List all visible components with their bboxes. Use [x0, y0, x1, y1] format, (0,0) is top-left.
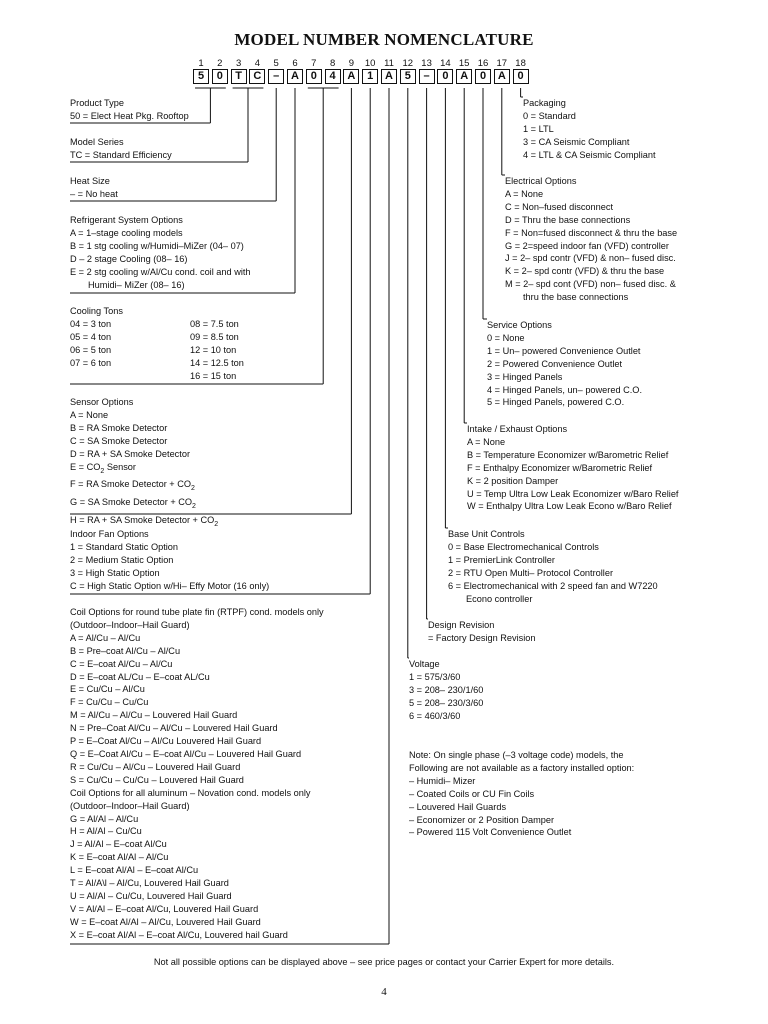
electrical-line: A = None	[505, 188, 544, 199]
cooling-ton-item: 09 = 8.5 ton	[190, 331, 239, 342]
electrical-line: thru the base connections	[523, 292, 629, 303]
base-controls-line: Econo controller	[466, 593, 533, 604]
design-revision-heading: Design Revision	[428, 620, 495, 630]
position-number: 11	[384, 58, 394, 69]
position-number: 15	[458, 58, 470, 69]
note-line: Following are not available as a factory installed option:	[409, 762, 635, 773]
note-line: – Economizer or 2 Position Damper	[409, 814, 555, 825]
design-revision-block	[428, 619, 536, 645]
service-line: 1 = Un– powered Convenience Outlet	[487, 345, 641, 356]
position-number: 16	[477, 58, 489, 69]
electrical-line: C = Non–fused disconnect	[505, 201, 614, 212]
base-controls-block	[448, 528, 658, 605]
note-line: – Louvered Hail Guards	[409, 801, 507, 812]
position-number: 4	[254, 58, 261, 69]
model-char-box: –	[419, 69, 435, 84]
sensor-heading: Sensor Options	[70, 397, 134, 407]
sensor-line: G = SA Smoke Detector + $CO_2$	[70, 497, 196, 510]
coil-option-line: V = Al/Al – E–coat Al/Cu, Louvered Hail Guard	[70, 903, 259, 914]
coil-option-line: F = Cu/Cu – Cu/Cu	[70, 697, 149, 708]
sensor-line: $E = CO_2$ Sensor	[70, 461, 136, 475]
model-series-heading: Model Series	[70, 137, 124, 147]
coil-option-line: C = E–coat Al/Cu – Al/Cu	[70, 658, 173, 669]
coil-option-line: U = Al/Al – Cu/Cu, Louvered Hail Guard	[70, 890, 232, 901]
position-number: 12	[402, 58, 414, 69]
heat-size-line: – = No heat	[70, 188, 118, 199]
indoor-fan-line: 3 = High Static Option	[70, 567, 160, 578]
product-type-block	[70, 97, 189, 123]
indoor-fan-block	[70, 528, 269, 593]
position-number: 14	[440, 58, 451, 69]
service-line: 3 = Hinged Panels	[487, 371, 563, 382]
refrigerant-line: D – 2 stage Cooling (08– 16)	[70, 253, 188, 264]
cooling-ton-item: 07 = 6 ton	[70, 357, 112, 368]
note-line: – Humidi– Mizer	[409, 775, 476, 786]
position-number: 9	[348, 58, 355, 69]
voltage-line: 5 = 208– 230/3/60	[409, 697, 484, 708]
sensor-line: B = RA Smoke Detector	[70, 422, 168, 433]
coil-options-block	[70, 606, 324, 942]
base-controls-line: 6 = Electromechanical with 2 speed fan and W7220	[448, 580, 658, 591]
refrigerant-line: Humidi– MiZer (08– 16)	[88, 279, 185, 290]
voltage-line: 1 = 575/3/60	[409, 671, 461, 682]
electrical-heading: Electrical Options	[505, 176, 577, 186]
model-char-box: 0	[306, 69, 322, 84]
model-char-box: 0	[212, 69, 228, 84]
intake-exhaust-line: W = Enthalpy Ultra Low Leak Econo w/Baro Relief	[467, 501, 672, 512]
model-char-box: A	[287, 69, 303, 84]
note-line: – Powered 115 Volt Convenience Outlet	[409, 827, 572, 838]
packaging-line: 1 = LTL	[523, 123, 554, 134]
coil-option-line: P = E–Coat Al/Cu – Al/Cu Louvered Hail Guard	[70, 736, 262, 747]
model-char-box: T	[231, 69, 247, 84]
page-title: MODEL NUMBER NOMENCLATURE	[234, 30, 534, 49]
service-line: 0 = None	[487, 332, 525, 343]
service-line: 4 = Hinged Panels, un– powered C.O.	[487, 384, 643, 395]
coil-option-line: R = Cu/Cu – Al/Cu – Louvered Hail Guard	[70, 761, 241, 772]
cooling-ton-item: 06 = 5 ton	[70, 344, 112, 355]
model-char-box: 5	[193, 69, 209, 84]
model-char-box: A	[494, 69, 510, 84]
intake-exhaust-line: F = Enthalpy Economizer w/Barometric Relief	[467, 462, 653, 473]
coil-option-line: L = E–coat Al/Al – E–coat Al/Cu	[70, 865, 199, 876]
coil-option-line: X = E–coat Al/Al – E–coat Al/Cu, Louvered hail Guard	[70, 929, 288, 940]
electrical-line: M = 2– spd cont (VFD) non– fused disc. &	[505, 279, 676, 290]
electrical-block	[505, 175, 677, 304]
intake-exhaust-line: A = None	[467, 436, 506, 447]
intake-exhaust-line: U = Temp Ultra Low Leak Economizer w/Baro Relief	[467, 488, 679, 499]
electrical-line: F = Non=fused disconnect & thru the base	[505, 227, 678, 238]
heat-size-block	[70, 175, 118, 201]
cooling-ton-item: 12 = 10 ton	[190, 344, 237, 355]
coil-option-line: T = Al/A\l – Al/Cu, Louvered Hail Guard	[70, 878, 229, 889]
packaging-line: 3 = CA Seismic Compliant	[523, 136, 630, 147]
coil-option-line: N = Pre–Coat Al/Cu – Al/Cu – Louvered Hail Guard	[70, 723, 278, 734]
refrigerant-line: B = 1 stg cooling w/Humidi–MiZer (04– 07)	[70, 240, 244, 251]
coil-option-line: Coil Options for all aluminum – Novation cond. models only	[70, 787, 311, 798]
service-line: 2 = Powered Convenience Outlet	[487, 358, 623, 369]
refrigerant-block	[70, 214, 251, 291]
footer-note: Not all possible options can be displayed above – see price pages or contact your Carrier Expert for more details.	[153, 957, 615, 967]
model-char-box: 1	[362, 69, 378, 84]
position-number: 1	[198, 58, 204, 69]
position-number: 8	[329, 58, 336, 69]
cooling-ton-item: 16 = 15 ton	[190, 370, 237, 381]
model-series-line: TC = Standard Efficiency	[70, 149, 172, 160]
service-block	[487, 319, 642, 409]
packaging-block	[523, 97, 656, 162]
voltage-line: 6 = 460/3/60	[409, 710, 461, 721]
coil-option-line: D = E–coat AL/Cu – E–coat AL/Cu	[70, 671, 210, 682]
indoor-fan-line: 1 = Standard Static Option	[70, 541, 179, 552]
model-char-box: A	[381, 69, 397, 84]
coil-option-line: (Outdoor–Indoor–Hail Guard)	[70, 800, 190, 811]
model-char-box: A	[456, 69, 472, 84]
coil-option-line: H = Al/Al – Cu/Cu	[70, 826, 142, 837]
model-char-box: 0	[437, 69, 453, 84]
position-number: 7	[311, 58, 317, 69]
coil-option-line: (Outdoor–Indoor–Hail Guard)	[70, 619, 190, 630]
packaging-heading: Packaging	[523, 98, 566, 108]
refrigerant-line: A = 1–stage cooling models	[70, 227, 183, 238]
coil-option-line: E = Cu/Cu – Al/Cu	[70, 684, 145, 695]
service-line: 5 = Hinged Panels, powered C.O.	[487, 397, 625, 408]
sensor-block	[70, 396, 218, 531]
position-number: 3	[235, 58, 242, 69]
intake-exhaust-line: B = Temperature Economizer w/Barometric Relief	[467, 449, 669, 460]
cooling-tons-heading: Cooling Tons	[70, 306, 123, 316]
note-line: – Coated Coils or CU Fin Coils	[409, 788, 535, 799]
sensor-line: C = SA Smoke Detector	[70, 435, 168, 446]
position-number: 13	[421, 58, 432, 69]
model-char-box: 5	[400, 69, 416, 84]
model-char-box: C	[249, 69, 265, 84]
electrical-line: J = 2– spd contr (VFD) & non– fused disc.	[505, 253, 676, 264]
sensor-line: F = RA Smoke Detector + $CO_2$	[70, 479, 195, 493]
base-controls-line: 0 = Base Electromechanical Controls	[448, 541, 599, 552]
coil-option-line: A = Al/Cu – Al/Cu	[70, 632, 141, 643]
position-number: 10	[364, 58, 376, 69]
voltage-block	[409, 658, 483, 723]
coil-option-line: G = Al/Al – Al/Cu	[70, 813, 139, 824]
product-type-heading: Product Type	[70, 98, 124, 108]
coil-option-line: M = Al/Cu – Al/Cu – Louvered Hail Guard	[70, 710, 238, 721]
cooling-ton-item: 08 = 7.5 ton	[190, 318, 239, 329]
intake-exhaust-block	[467, 423, 679, 513]
product-type-line: 50 = Elect Heat Pkg. Rooftop	[70, 110, 189, 121]
packaging-line: 4 = LTL & CA Seismic Compliant	[523, 149, 656, 160]
sensor-line: A = None	[70, 409, 109, 420]
design-revision-line: = Factory Design Revision	[428, 632, 536, 643]
position-number: 6	[292, 58, 298, 69]
coil-option-line: B = Pre–coat Al/Cu – Al/Cu	[70, 645, 181, 656]
note-line: Note: On single phase (–3 voltage code) models, the	[409, 750, 624, 760]
indoor-fan-line: C = High Static Option w/Hi– Effy Motor (16 only)	[70, 580, 270, 591]
indoor-fan-heading: Indoor Fan Options	[70, 529, 149, 539]
electrical-line: K = 2– spd contr (VFD) & thru the base	[505, 266, 665, 277]
service-heading: Service Options	[487, 320, 552, 330]
sensor-line: H = RA + SA Smoke Detector + $CO_2$	[70, 514, 219, 528]
coil-option-line: Q = E–Coat Al/Cu – E–coat Al/Cu – Louvered Hail Guard	[70, 748, 302, 759]
sensor-line: D = RA + SA Smoke Detector	[70, 448, 191, 459]
cooling-tons-col-2	[190, 318, 310, 383]
position-number: 17	[496, 58, 508, 69]
packaging-line: 0 = Standard	[523, 110, 576, 121]
page-number: 4	[381, 986, 387, 998]
model-char-box: 4	[325, 69, 341, 84]
position-number: 2	[217, 58, 223, 69]
model-char-box: 0	[513, 69, 529, 84]
cooling-tons-block	[70, 305, 310, 382]
model-series-block	[70, 136, 172, 162]
coil-option-line: J = Al/Al – E–coat Al/Cu	[70, 839, 167, 850]
cooling-ton-item: 14 = 12.5 ton	[190, 357, 244, 368]
electrical-line: D = Thru the base connections	[505, 214, 631, 225]
refrigerant-heading: Refrigerant System Options	[70, 215, 183, 225]
cooling-ton-item: 05 = 4 ton	[70, 331, 112, 342]
coil-option-line: S = Cu/Cu – Cu/Cu – Louvered Hail Guard	[70, 774, 244, 785]
cooling-tons-col-1	[70, 318, 190, 383]
single-phase-note	[409, 749, 634, 839]
base-controls-line: 1 = PremierLink Controller	[448, 554, 555, 565]
model-char-box: A	[343, 69, 359, 84]
base-controls-heading: Base Unit Controls	[448, 529, 525, 539]
coil-option-line: W = E–coat Al/Al – Al/Cu, Louvered Hail Guard	[70, 916, 261, 927]
base-controls-line: 2 = RTU Open Multi– Protocol Controller	[448, 567, 614, 578]
coil-option-line: K = E–coat Al/Al – Al/Cu	[70, 852, 169, 863]
heat-size-heading: Heat Size	[70, 176, 110, 186]
voltage-line: 3 = 208– 230/1/60	[409, 684, 484, 695]
voltage-heading: Voltage	[409, 659, 440, 669]
electrical-line: G = 2=speed indoor fan (VFD) controller	[505, 240, 669, 251]
indoor-fan-line: 2 = Medium Static Option	[70, 554, 174, 565]
cooling-ton-item: 04 = 3 ton	[70, 318, 112, 329]
refrigerant-line: E = 2 stg cooling w/Al/Cu cond. coil and with	[70, 266, 251, 277]
position-number: 18	[515, 58, 526, 69]
model-char-box: 0	[475, 69, 491, 84]
coil-option-line: Coil Options for round tube plate fin (RTPF) cond. models only	[70, 607, 324, 617]
intake-exhaust-line: K = 2 position Damper	[467, 475, 559, 486]
intake-exhaust-heading: Intake / Exhaust Options	[467, 424, 568, 434]
model-char-box: –	[268, 69, 284, 84]
position-number: 5	[273, 58, 279, 69]
